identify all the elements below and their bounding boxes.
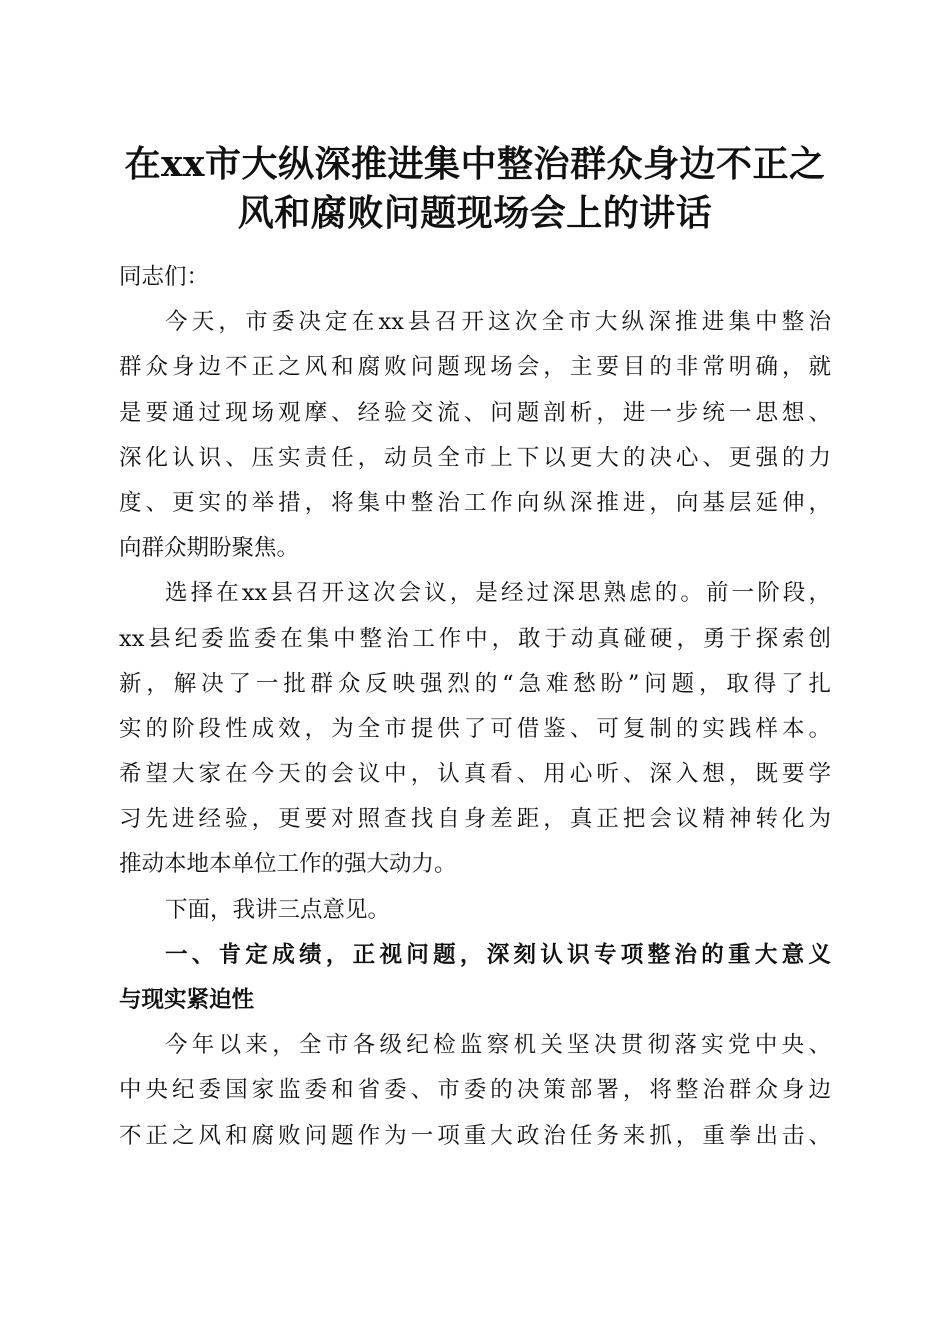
paragraph-line: 向群众期盼聚焦。 xyxy=(119,535,300,562)
title-line-1: 在xx市大纵深推进集中整治群众身边不正之 xyxy=(124,143,826,185)
paragraph xyxy=(119,571,831,887)
heading-line: 一、肯定成绩，正视问题，深刻认识专项整治的重大意义 xyxy=(165,941,831,968)
paragraph-line: 选择在xx县召开这次会议，是经过深思熟虑的。前一阶段， xyxy=(165,580,831,607)
paragraph-line: 度、更实的举措，将集中整治工作向纵深推进，向基层延伸， xyxy=(119,489,831,516)
paragraph-line: 推动本地本单位工作的强大动力。 xyxy=(119,851,457,878)
paragraph-line: 中央纪委国家监委和省委、市委的决策部署，将整治群众身边 xyxy=(119,1077,831,1104)
paragraph-line: 希望大家在今天的会议中，认真看、用心听、深入想，既要学 xyxy=(119,761,831,788)
section-heading xyxy=(119,933,831,1023)
paragraph xyxy=(119,888,831,933)
paragraph-line: 不正之风和腐败问题作为一项重大政治任务来抓，重拳出击、 xyxy=(119,1122,831,1149)
heading-line: 与现实紧迫性 xyxy=(119,987,255,1013)
paragraph-line: 新，解决了一批群众反映强烈的“急难愁盼”问题，取得了扎 xyxy=(119,670,831,697)
paragraph-line: 是要通过现场观摩、经验交流、问题剖析，进一步统一思想、 xyxy=(119,399,831,426)
paragraph-line: 深化认识、压实责任，动员全市上下以更大的决心、更强的力 xyxy=(119,444,831,471)
paragraph-line: 群众身边不正之风和腐败问题现场会，主要目的非常明确，就 xyxy=(119,354,831,381)
paragraph xyxy=(119,300,831,571)
paragraph-line: 今年以来，全市各级纪检监察机关坚决贯彻落实党中央、 xyxy=(165,1032,831,1059)
paragraph-line: xx县纪委监委在集中整治工作中，敢于动真碰硬，勇于探索创 xyxy=(119,625,831,652)
document-title xyxy=(100,140,850,238)
salutation: 同志们： xyxy=(119,264,210,290)
paragraph-line: 习先进经验，更要对照查找自身差距，真正把会议精神转化为 xyxy=(119,806,831,833)
paragraph-line: 下面，我讲三点意见。 xyxy=(165,896,391,923)
paragraph xyxy=(119,1023,831,1159)
paragraph-line: 今天，市委决定在xx县召开这次全市大纵深推进集中整治 xyxy=(165,309,831,336)
document-body xyxy=(119,255,831,1159)
paragraph-line: 实的阶段性成效，为全市提供了可借鉴、可复制的实践样本。 xyxy=(119,715,831,742)
title-line-2: 风和腐败问题现场会上的讲话 xyxy=(237,192,713,234)
